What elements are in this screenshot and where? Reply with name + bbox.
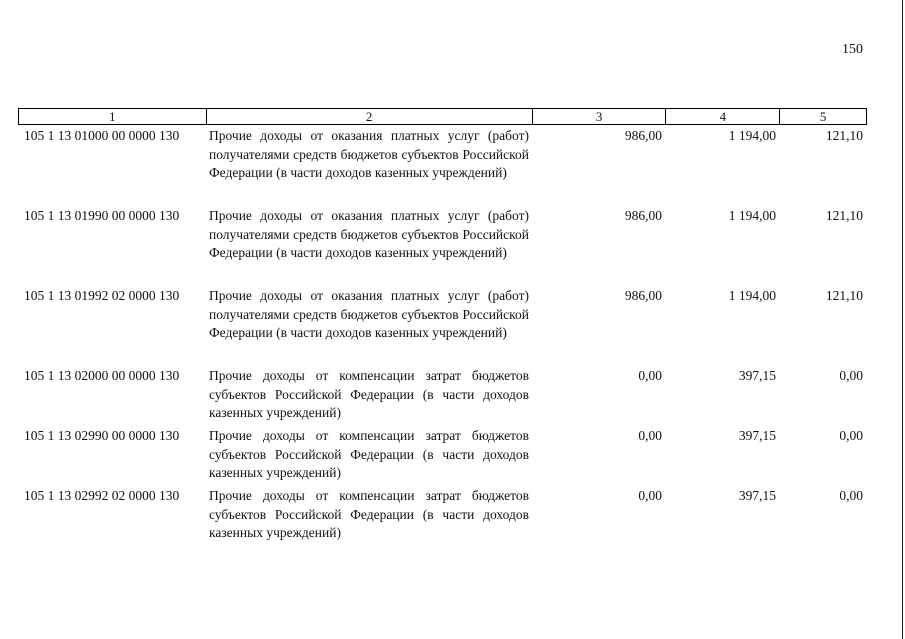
table-row xyxy=(18,427,867,487)
page-number: 150 xyxy=(842,42,863,57)
row-value-col5: 0,00 xyxy=(839,488,863,503)
header-col-5: 5 xyxy=(779,109,866,124)
row-description: Прочие доходы от компенсации затрат бюджетов субъектов Российской Федерации (в части доходов казенных учреждений) xyxy=(209,488,529,540)
row-value-col5: 0,00 xyxy=(839,368,863,383)
row-description: Прочие доходы от компенсации затрат бюджетов субъектов Российской Федерации (в части доходов казенных учреждений) xyxy=(209,428,529,480)
row-value-col3: 0,00 xyxy=(638,368,662,383)
row-description: Прочие доходы от оказания платных услуг (работ) получателями средств бюджетов субъектов Российской Федерации (в части доходов казенных учреждений) xyxy=(209,128,529,180)
page-edge-line xyxy=(902,0,903,639)
row-code: 105 1 13 01990 00 0000 130 xyxy=(24,208,180,223)
header-col-3: 3 xyxy=(532,109,666,124)
row-code: 105 1 13 01992 02 0000 130 xyxy=(24,288,180,303)
budget-table xyxy=(18,108,867,547)
table-row xyxy=(18,367,867,427)
row-value-col3: 986,00 xyxy=(624,128,662,143)
row-value-col3: 986,00 xyxy=(624,288,662,303)
row-value-col4: 1 194,00 xyxy=(728,208,776,223)
row-value-col3: 0,00 xyxy=(638,488,662,503)
row-value-col5: 121,10 xyxy=(825,128,863,143)
row-description: Прочие доходы от оказания платных услуг (работ) получателями средств бюджетов субъектов Российской Федерации (в части доходов казенных учреждений) xyxy=(209,208,529,260)
table-header xyxy=(18,108,867,125)
row-code: 105 1 13 02992 02 0000 130 xyxy=(24,488,180,503)
row-value-col4: 397,15 xyxy=(738,488,776,503)
row-value-col3: 0,00 xyxy=(638,428,662,443)
row-value-col4: 397,15 xyxy=(738,428,776,443)
row-value-col4: 1 194,00 xyxy=(728,288,776,303)
header-col-2: 2 xyxy=(206,109,532,124)
row-code: 105 1 13 02990 00 0000 130 xyxy=(24,428,180,443)
header-col-4: 4 xyxy=(665,109,779,124)
table-row xyxy=(18,487,867,547)
row-value-col4: 397,15 xyxy=(738,368,776,383)
row-code: 105 1 13 02000 00 0000 130 xyxy=(24,368,180,383)
table-row xyxy=(18,207,867,287)
row-value-col5: 121,10 xyxy=(825,208,863,223)
table-row xyxy=(18,287,867,367)
row-value-col5: 121,10 xyxy=(825,288,863,303)
row-value-col3: 986,00 xyxy=(624,208,662,223)
row-description: Прочие доходы от компенсации затрат бюджетов субъектов Российской Федерации (в части доходов казенных учреждений) xyxy=(209,368,529,420)
header-col-1: 1 xyxy=(109,109,116,124)
row-value-col4: 1 194,00 xyxy=(728,128,776,143)
row-value-col5: 0,00 xyxy=(839,428,863,443)
row-code: 105 1 13 01000 00 0000 130 xyxy=(24,128,180,143)
table-row xyxy=(18,127,867,207)
row-description: Прочие доходы от оказания платных услуг (работ) получателями средств бюджетов субъектов Российской Федерации (в части доходов казенных учреждений) xyxy=(209,288,529,340)
